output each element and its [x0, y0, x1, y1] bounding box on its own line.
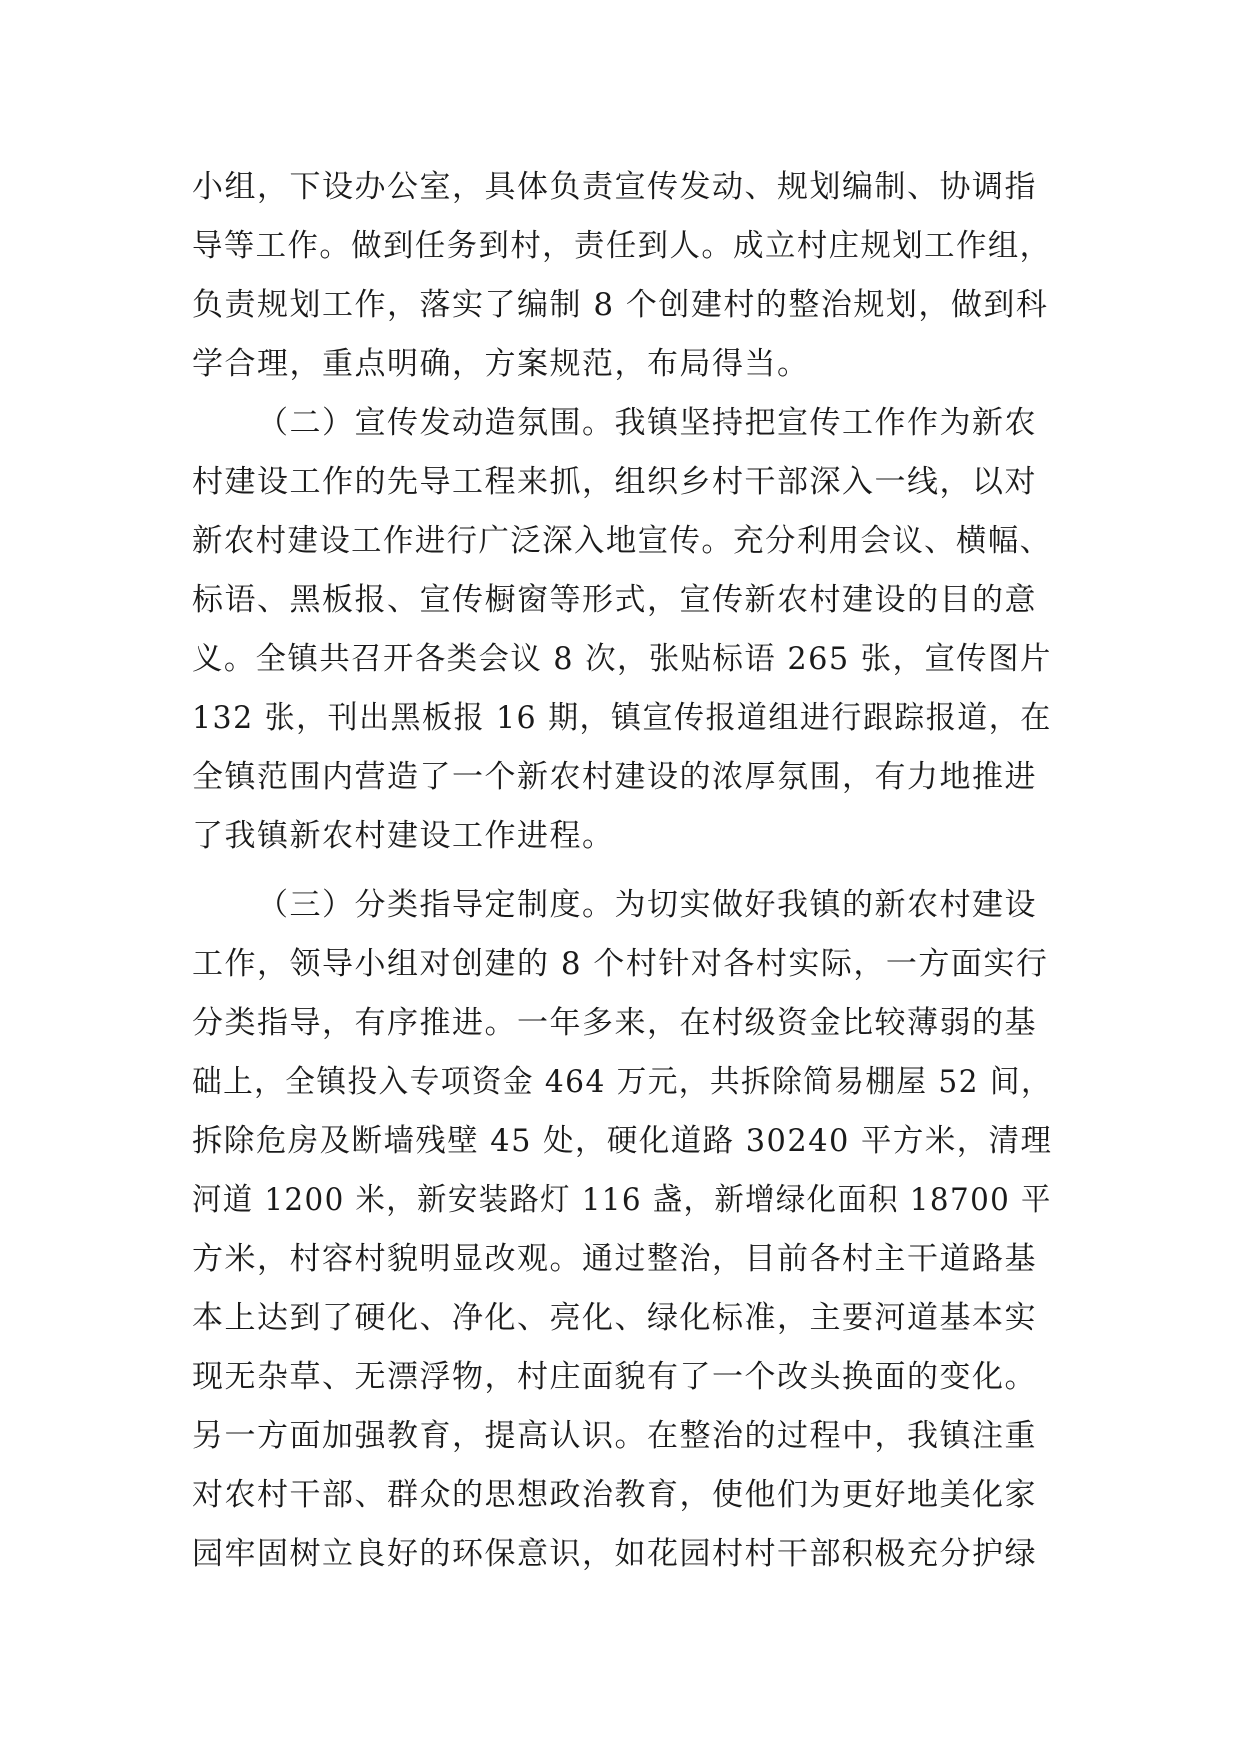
text-line: 对农村干部、群众的思想政治教育，使他们为更好地美化家: [192, 1477, 1037, 1513]
text-line: 方米，村容村貌明显改观。通过整治，目前各村主干道路基: [192, 1241, 1037, 1277]
text-line: 义。全镇共召开各类会议 8 次，张贴标语 265 张，宣传图片: [192, 641, 1052, 677]
text-line: 学合理，重点明确，方案规范，布局得当。: [192, 346, 810, 382]
text-line: 导等工作。做到任务到村，责任到人。成立村庄规划工作组，: [192, 228, 1052, 264]
text-line: 标语、黑板报、宣传橱窗等形式，宣传新农村建设的目的意: [192, 582, 1037, 618]
text-line: 分类指导，有序推进。一年多来，在村级资金比较薄弱的基: [192, 1005, 1037, 1041]
text-line: 全镇范围内营造了一个新农村建设的浓厚氛围，有力地推进: [192, 759, 1037, 795]
text-line: 小组，下设办公室，具体负责宣传发动、规划编制、协调指: [192, 169, 1037, 205]
text-line: 工作，领导小组对创建的 8 个村针对各村实际，一方面实行: [192, 946, 1049, 982]
text-line: 河道 1200 米，新安装路灯 116 盏，新增绿化面积 18700 平: [192, 1182, 1052, 1218]
text-line: 另一方面加强教育，提高认识。在整治的过程中，我镇注重: [192, 1418, 1037, 1454]
text-line: 132 张，刊出黑板报 16 期，镇宣传报道组进行跟踪报道，在: [192, 700, 1052, 736]
text-line: 础上，全镇投入专项资金 464 万元，共拆除简易棚屋 52 间，: [192, 1064, 1052, 1100]
text-line: 现无杂草、无漂浮物，村庄面貌有了一个改头换面的变化。: [192, 1359, 1037, 1395]
text-line: 负责规划工作，落实了编制 8 个创建村的整治规划，做到科: [192, 287, 1049, 323]
text-line: （二）宣传发动造氛围。我镇坚持把宣传工作作为新农: [257, 405, 1037, 441]
body-text: [192, 158, 1052, 1584]
paragraph-spacing: [192, 866, 1052, 876]
text-line: 本上达到了硬化、净化、亮化、绿化标准，主要河道基本实: [192, 1300, 1037, 1336]
paragraph: [192, 158, 1052, 394]
paragraph: [192, 876, 1052, 1584]
text-line: 了我镇新农村建设工作进程。: [192, 818, 615, 854]
text-line: 拆除危房及断墙残壁 45 处，硬化道路 30240 平方米，清理: [192, 1123, 1052, 1159]
paragraph: [192, 394, 1052, 866]
text-line: 新农村建设工作进行广泛深入地宣传。充分利用会议、横幅、: [192, 523, 1052, 559]
text-line: （三）分类指导定制度。为切实做好我镇的新农村建设: [257, 887, 1037, 923]
text-line: 园牢固树立良好的环保意识，如花园村村干部积极充分护绿: [192, 1536, 1037, 1572]
text-line: 村建设工作的先导工程来抓，组织乡村干部深入一线，以对: [192, 464, 1037, 500]
